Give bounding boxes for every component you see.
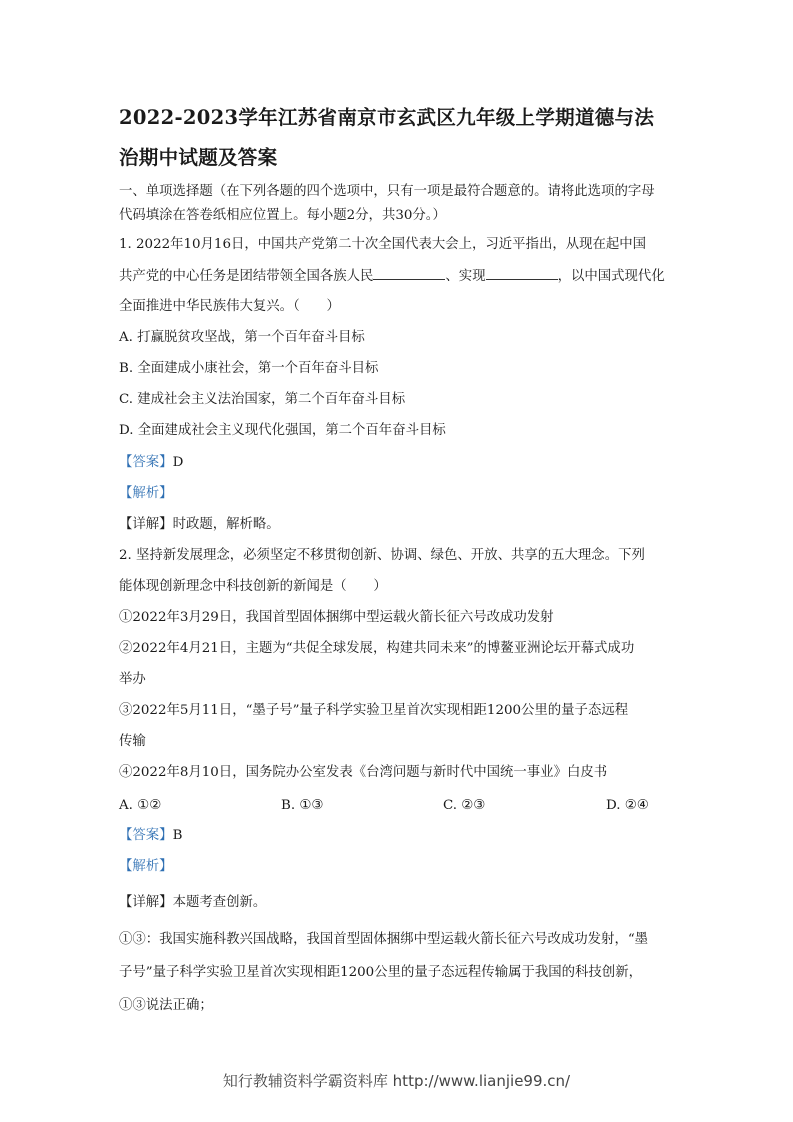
q1-option-b: B. 全面建成小康社会，第一个百年奋斗目标 — [119, 361, 379, 376]
q1-stem-line2 — [119, 266, 689, 287]
q1-stem-text-a: 共产党的中心任务是团结带领全国各族人民 — [119, 269, 374, 284]
q2-explanation-line2: 子号”量子科学实验卫星首次实现相距1200公里的量子态远程传输属于我国的科技创新， — [119, 965, 642, 980]
q2-option-c: C. ②③ — [443, 798, 486, 813]
q1-detail-tag: 【详解】 — [119, 517, 173, 532]
q2-option-b: B. ①③ — [281, 798, 324, 813]
q2-stem-line1: 2. 坚持新发展理念，必须坚定不移贯彻创新、协调、绿色、开放、共享的五大理念。下列 — [119, 548, 645, 563]
doc-title-line2: 治期中试题及答案 — [119, 146, 278, 169]
q1-stem-text-b: 、实现 — [445, 269, 486, 284]
q1-stem-line1: 1. 2022年10月16日，中国共产党第二十次全国代表大会上，习近平指出，从现在起中国 — [119, 237, 647, 252]
q2-answer — [119, 826, 689, 846]
q2-option-d: D. ②④ — [606, 798, 649, 813]
q1-answer-value: D — [172, 455, 184, 470]
q1-detail — [119, 515, 689, 535]
q2-explanation-line3: ①③说法正确； — [119, 998, 213, 1013]
q2-item-4: ④2022年8月10日，国务院办公室发表《台湾问题与新时代中国统一事业》白皮书 — [119, 765, 608, 780]
q1-option-d: D. 全面建成社会主义现代化强国，第二个百年奋斗目标 — [119, 423, 446, 438]
section-instruction-line2: 代码填涂在答卷纸相应位置上。每小题2分，共30分。） — [119, 208, 446, 223]
q2-option-a: A. ①② — [119, 798, 162, 813]
q2-answer-value: B — [172, 828, 183, 843]
q2-item-2-line1: ②2022年4月21日，主题为“共促全球发展，构建共同未来”的博鳌亚洲论坛开幕式成功 — [119, 641, 635, 656]
q1-answer — [119, 453, 689, 473]
q1-detail-text: 时政题，解析略。 — [172, 517, 280, 532]
q1-blank-1 — [373, 266, 445, 280]
q2-item-2-line2: 举办 — [119, 672, 146, 687]
q2-detail-tag: 【详解】 — [119, 895, 173, 910]
q2-stem-line2: 能体现创新理念中科技创新的新闻是（ ） — [119, 579, 387, 594]
q1-option-c: C. 建成社会主义法治国家，第二个百年奋斗目标 — [119, 392, 406, 407]
footer-watermark: 知行教辅资料学霸资料库 http://www.lianjie99.cn/ — [222, 1072, 571, 1090]
q2-item-1: ①2022年3月29日，我国首型固体捆绑中型运载火箭长征六号改成功发射 — [119, 610, 554, 625]
q1-analysis-tag: 【解析】 — [119, 486, 173, 501]
doc-title-line1: 2022-2023学年江苏省南京市玄武区九年级上学期道德与法 — [119, 106, 655, 129]
q2-analysis-tag: 【解析】 — [119, 859, 173, 874]
q2-detail — [119, 893, 689, 913]
q2-detail-text: 本题考查创新。 — [172, 895, 267, 910]
q1-stem-line3: 全面推进中华民族伟大复兴。（ ） — [119, 299, 340, 314]
q1-blank-2 — [486, 266, 558, 280]
q2-item-3-line1: ③2022年5月11日，“墨子号”量子科学实验卫星首次实现相距1200公里的量子态远程 — [119, 703, 629, 718]
q1-analysis — [119, 484, 689, 504]
q1-stem-text-c: ，以中国式现代化 — [557, 269, 665, 284]
q1-answer-tag: 【答案】 — [119, 455, 173, 470]
q2-analysis — [119, 857, 689, 877]
q2-item-3-line2: 传输 — [119, 734, 146, 749]
q1-option-a: A. 打赢脱贫攻坚战，第一个百年奋斗目标 — [119, 330, 365, 345]
q2-explanation-line1: ①③：我国实施科教兴国战略，我国首型固体捆绑中型运载火箭长征六号改成功发射，“墨 — [119, 932, 649, 947]
q2-answer-tag: 【答案】 — [119, 828, 173, 843]
section-instruction-line1: 一、单项选择题（在下列各题的四个选项中，只有一项是最符合题意的。请将此选项的字母 — [119, 184, 655, 199]
